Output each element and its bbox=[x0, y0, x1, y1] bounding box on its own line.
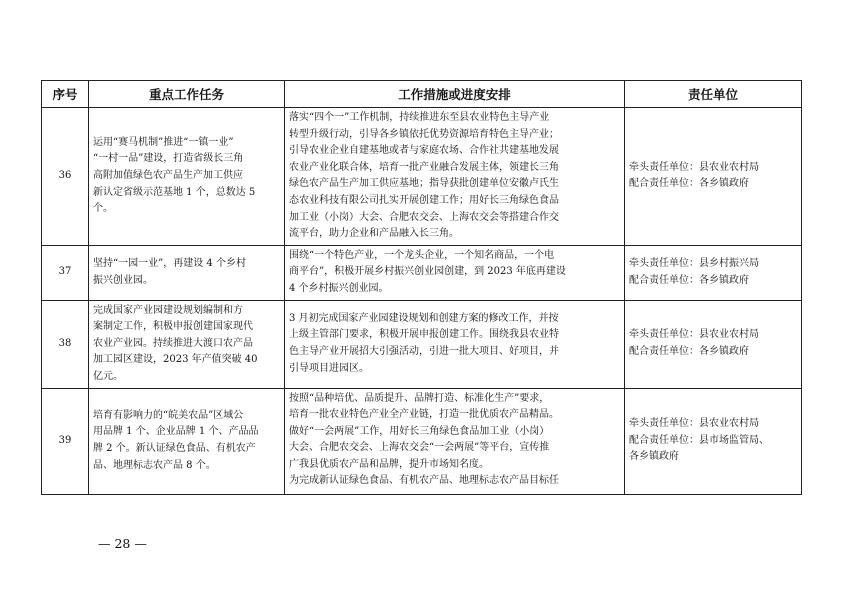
table-row bbox=[42, 245, 802, 300]
text-line: 广我县优质农产品和品牌，提升市场知名度。 bbox=[289, 458, 489, 470]
task-cell bbox=[89, 300, 285, 388]
text-line: 高附加值绿色农产品生产加工供应 bbox=[93, 170, 243, 182]
text-line: 配合责任单位：县市场监管局、 bbox=[629, 434, 769, 446]
unit-cell bbox=[625, 300, 802, 388]
text-line: 商平台”，积极开展乡村振兴创业园创建，到 2023 年底再建设 bbox=[289, 266, 566, 278]
row-number: 36 bbox=[42, 108, 89, 246]
text-line: 亿元。 bbox=[93, 370, 123, 382]
text-line: 新认定省级示范基地 1 个，总数达 5 bbox=[93, 186, 256, 198]
text-line: 运用“赛马机制”推进“一镇一业” bbox=[93, 136, 234, 148]
header-measure: 工作措施或进度安排 bbox=[285, 81, 625, 108]
text-line: 做好“一会两展”工作，用好长三角绿色食品加工业（小岗） bbox=[289, 425, 550, 437]
unit-cell bbox=[625, 388, 802, 494]
text-line: 上级主管部门要求，积极开展申报创建工作。围绕我县农业特 bbox=[289, 329, 559, 341]
text-line: 加工业（小岗）大会、合肥农交会、上海农交会等搭建合作交 bbox=[289, 211, 559, 223]
text-line: 坚持“一园一业”，再建设 4 个乡村 bbox=[93, 258, 246, 270]
row-number: 39 bbox=[42, 388, 89, 494]
table-row bbox=[42, 388, 802, 494]
row-number: 37 bbox=[42, 245, 89, 300]
text-line: 加工园区建设，2023 年产值突破 40 bbox=[93, 354, 258, 366]
text-line: 农业产业园。持续推进大渡口农产品 bbox=[93, 337, 253, 349]
task-cell bbox=[89, 108, 285, 246]
text-line: 配合责任单位：各乡镇政府 bbox=[629, 346, 749, 358]
text-line: 转型升级行动，引导各乡镇依托优势资源培育特色主导产业； bbox=[289, 128, 559, 140]
text-line: 引导项目进园区。 bbox=[289, 362, 369, 374]
text-line: 牵头责任单位：县乡村振兴局 bbox=[629, 258, 759, 270]
task-cell bbox=[89, 245, 285, 300]
measure-cell bbox=[285, 300, 625, 388]
text-line: “一村一品”建设，打造省级长三角 bbox=[93, 153, 244, 165]
text-line: 用品牌 1 个、企业品牌 1 个、产品品 bbox=[93, 426, 259, 438]
table-row bbox=[42, 108, 802, 246]
measure-clip bbox=[289, 391, 620, 492]
measure-cell bbox=[285, 245, 625, 300]
text-line: 牵头责任单位：县农业农村局 bbox=[629, 161, 759, 173]
text-line: 流平台，助力企业和产品融入长三角。 bbox=[289, 228, 459, 240]
text-line: 各乡镇政府 bbox=[629, 451, 679, 463]
header-unit: 责任单位 bbox=[625, 81, 802, 108]
text-line: 牵头责任单位：县农业农村局 bbox=[629, 329, 759, 341]
text-line: 3 月初完成国家产业园建设规划和创建方案的修改工作，并按 bbox=[289, 312, 559, 324]
text-line: 大会、合肥农交会、上海农交会“一会两展”等平台，宣传推 bbox=[289, 442, 550, 454]
text-line: 振兴创业园。 bbox=[93, 274, 153, 286]
header-task: 重点工作任务 bbox=[89, 81, 285, 108]
text-line: 绿色农产品生产加工供应基地；指导获批创建单位安徽卢氏生 bbox=[289, 178, 559, 190]
row-number: 38 bbox=[42, 300, 89, 388]
text-line: 农业产业化联合体，培育一批产业融合发展主体，领建长三角 bbox=[289, 161, 559, 173]
text-line: 4 个乡村振兴创业园。 bbox=[289, 282, 389, 294]
text-line: 按照“品种培优、品质提升、品牌打造、标准化生产”要求， bbox=[289, 392, 550, 404]
text-line: 落实“四个一”工作机制，持续推进东至县农业特色主导产业 bbox=[289, 112, 550, 123]
text-line: 色主导产业开展招大引强活动，引进一批大项目、好项目，并 bbox=[289, 346, 559, 358]
text-line: 培育一批农业特色产业全产业链，打造一批优质农产品精品。 bbox=[289, 409, 559, 421]
text-line: 围绕“一个特色产业，一个龙头企业，一个知名商品，一个电 bbox=[289, 249, 555, 261]
text-line: 态农业科技有限公司扎实开展创建工作；用好长三角绿色食品 bbox=[289, 194, 559, 206]
text-line: 牵头责任单位：县农业农村局 bbox=[629, 418, 759, 430]
task-cell bbox=[89, 388, 285, 494]
text-line: 牌 2 个。新认证绿色食品、有机农产 bbox=[93, 443, 256, 454]
measure-cell bbox=[285, 388, 625, 494]
text-line: 配合责任单位：各乡镇政府 bbox=[629, 178, 749, 190]
text-line: 引导农业企业自建基地或者与家庭农场、合作社共建基地发展 bbox=[289, 145, 559, 157]
measure-cell bbox=[285, 108, 625, 246]
text-line: 完成国家产业园建设规划编制和方 bbox=[93, 304, 243, 316]
text-line: 配合责任单位：各乡镇政府 bbox=[629, 274, 749, 286]
text-line: 品、地理标志农产品 8 个。 bbox=[93, 459, 216, 471]
table-row bbox=[42, 300, 802, 388]
text-line: 案制定工作，积极申报创建国家现代 bbox=[93, 321, 253, 333]
unit-cell bbox=[625, 245, 802, 300]
text-line: 为完成新认证绿色食品、有机农产品、地理标志农产品目标任 bbox=[289, 475, 559, 487]
task-table bbox=[41, 80, 802, 495]
text-line: 个。 bbox=[93, 203, 113, 215]
header-num: 序号 bbox=[42, 81, 89, 108]
unit-cell bbox=[625, 108, 802, 246]
page-number: — 28 — bbox=[98, 536, 147, 551]
text-line: 培育有影响力的“皖美农品”区域公 bbox=[93, 409, 244, 421]
table-header-row bbox=[42, 81, 802, 108]
